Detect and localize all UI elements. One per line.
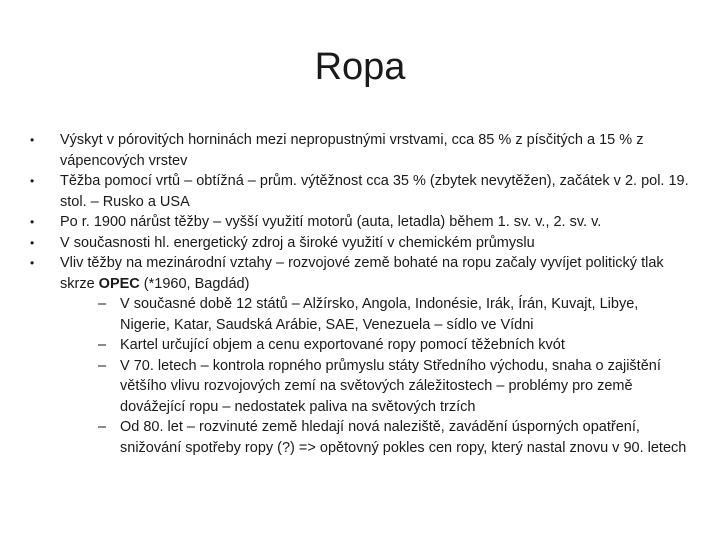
sub-bullet-text: V 70. letech – kontrola ropného průmyslu státy Středního východu, snaha o zajištění většího vlivu rozvojových zemí na světových záležitostech – problémy pro země dovážející ropu – nedostatek paliva na světových trzích (120, 357, 661, 415)
sub-bullet-text: Od 80. let – rozvinuté země hledají nová naleziště, zavádění úsporných opatření, snižování spotřeby ropy (?) => opětovný pokles cen ropy, který nastal znovu v 90. letech (120, 419, 687, 456)
bullet-text (60, 255, 664, 292)
dash-icon: – (98, 357, 107, 374)
sub-bullet-item (60, 356, 690, 418)
bullet-item (30, 171, 690, 212)
bullet-text-part: (*1960, Bagdád) (139, 275, 250, 292)
bullet-icon: • (30, 133, 35, 147)
bullet-item (30, 233, 690, 254)
sub-bullet-item (60, 294, 690, 335)
slide-content (30, 130, 690, 458)
opec-term: OPEC (98, 275, 140, 292)
bullet-item (30, 130, 690, 171)
bullet-icon: • (30, 215, 35, 229)
bullet-text: Výskyt v pórovitých horninách mezi nepropustnými vrstvami, cca 85 % z písčitých a 15 % z vápencových vrstev (60, 132, 644, 169)
bullet-item (30, 212, 690, 233)
bullet-text: V současnosti hl. energetický zdroj a široké využití v chemickém průmyslu (60, 234, 535, 251)
bullet-icon: • (30, 256, 35, 270)
dash-icon: – (98, 337, 107, 353)
sub-bullet-list (60, 294, 690, 458)
sub-bullet-item (60, 417, 690, 458)
sub-bullet-item (60, 335, 690, 356)
bullet-icon: • (30, 174, 35, 188)
sub-bullet-text: Kartel určující objem a cenu exportované ropy pomocí těžebních kvót (120, 337, 565, 353)
bullet-item (30, 253, 690, 458)
sub-bullet-text: V současné době 12 států – Alžírsko, Angola, Indonésie, Irák, Írán, Kuvajt, Libye, Nigerie, Katar, Saudská Arábie, SAE, Venezuela – sídlo ve Vídni (120, 296, 639, 333)
dash-icon: – (98, 296, 107, 312)
bullet-icon: • (30, 235, 35, 250)
dash-icon: – (98, 419, 107, 435)
bullet-text: Těžba pomocí vrtů – obtížná – prům. výtěžnost cca 35 % (zbytek nevytěžen), začátek v 2. pol. 19. stol. – Rusko a USA (60, 173, 689, 210)
slide-title: Ropa (314, 46, 406, 88)
bullet-list (30, 130, 690, 458)
bullet-text: Po r. 1900 nárůst těžby – vyšší využití motorů (auta, letadla) během 1. sv. v., 2. sv. v. (60, 214, 602, 230)
bullet-text-part: Vliv těžby na mezinárodní vztahy – rozvojové země bohaté na ropu začaly vyvíjet politický tlak skrze (60, 255, 664, 292)
